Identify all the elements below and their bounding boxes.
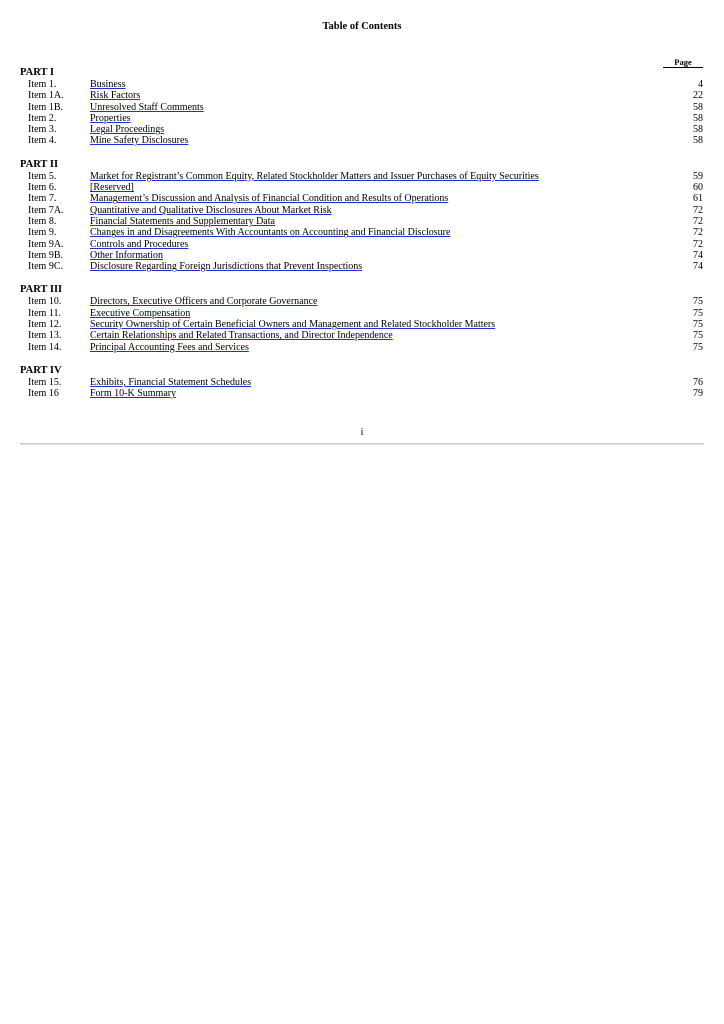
toc-row (20, 113, 704, 124)
item-page: 75 (693, 341, 703, 353)
item-page: 58 (693, 124, 703, 136)
item-link[interactable]: [Reserved] (90, 182, 134, 194)
part-3 (20, 284, 704, 352)
item-page: 75 (693, 296, 703, 308)
toc-row (20, 216, 704, 227)
part-heading: PART II (20, 158, 59, 170)
item-link[interactable]: Exhibits, Financial Statement Schedules (90, 376, 252, 388)
toc-row (20, 330, 704, 341)
item-page: 58 (693, 101, 703, 113)
toc-row (20, 124, 704, 135)
item-number: Item 1A. (28, 90, 64, 102)
item-page: 72 (693, 215, 703, 227)
item-page: 72 (693, 238, 703, 250)
toc-row (20, 377, 704, 388)
item-number: Item 8. (28, 215, 57, 227)
item-page: 22 (693, 90, 703, 102)
item-link[interactable]: Financial Statements and Supplementary Data (90, 215, 275, 227)
toc-row (20, 227, 704, 238)
toc-row (20, 308, 704, 319)
item-page: 58 (693, 112, 703, 124)
part-heading: PART III (20, 284, 63, 296)
part-1 (20, 67, 704, 147)
item-page: 76 (693, 376, 703, 388)
page-divider (20, 443, 704, 445)
toc-row (20, 171, 704, 182)
toc-row (20, 250, 704, 261)
item-link[interactable]: Controls and Procedures (90, 238, 189, 250)
item-link[interactable]: Market for Registrant’s Common Equity, Related Stockholder Matters and Issuer Purchases of Equity Securities (90, 170, 539, 182)
item-number: Item 10. (28, 296, 62, 308)
item-number: Item 16 (28, 388, 59, 400)
item-page: 79 (693, 388, 703, 400)
item-link[interactable]: Legal Proceedings (90, 124, 165, 136)
item-link[interactable]: Form 10-K Summary (90, 388, 177, 400)
item-link[interactable]: Disclosure Regarding Foreign Jurisdictions that Prevent Inspections (90, 261, 363, 273)
part-2 (20, 159, 704, 273)
toc-row (20, 182, 704, 193)
item-number: Item 7. (28, 193, 57, 205)
toc-row (20, 79, 704, 90)
toc-row (20, 90, 704, 101)
part-heading: PART I (20, 67, 54, 78)
table-of-contents (20, 67, 704, 412)
part-4 (20, 365, 704, 400)
item-number: Item 14. (28, 341, 62, 353)
item-number: Item 9. (28, 227, 57, 239)
item-number: Item 6. (28, 182, 57, 194)
item-page: 75 (693, 330, 703, 342)
toc-row (20, 135, 704, 146)
item-link[interactable]: Risk Factors (90, 90, 141, 102)
item-page: 74 (693, 249, 703, 261)
page-column-header: Page (663, 57, 703, 68)
item-number: Item 9A. (28, 238, 64, 250)
toc-row (20, 296, 704, 307)
item-number: Item 15. (28, 376, 62, 388)
toc-row (20, 205, 704, 216)
item-page: 61 (693, 193, 703, 205)
item-number: Item 12. (28, 319, 62, 331)
toc-row (20, 239, 704, 250)
item-number: Item 1. (28, 79, 57, 90)
item-page: 75 (693, 307, 703, 319)
item-number: Item 9B. (28, 249, 63, 261)
item-number: Item 5. (28, 170, 57, 182)
toc-row (20, 102, 704, 113)
item-number: Item 2. (28, 112, 57, 124)
item-link[interactable]: Business (90, 79, 126, 90)
item-number: Item 9C. (28, 261, 63, 273)
item-link[interactable]: Directors, Executive Officers and Corporate Governance (90, 296, 318, 308)
item-page: 75 (693, 319, 703, 331)
item-page: 72 (693, 227, 703, 239)
item-page: 74 (693, 261, 703, 273)
item-link[interactable]: Properties (90, 112, 131, 124)
item-page: 58 (693, 135, 703, 147)
item-link[interactable]: Certain Relationships and Related Transactions, and Director Independence (90, 330, 393, 342)
item-link[interactable]: Principal Accounting Fees and Services (90, 341, 249, 353)
toc-row (20, 193, 704, 204)
page-title: Table of Contents (322, 21, 402, 32)
item-link[interactable]: Other Information (90, 249, 164, 261)
item-page: 72 (693, 204, 703, 216)
part-heading: PART IV (20, 364, 62, 376)
footer-page-number: i (360, 427, 364, 438)
item-page: 59 (693, 170, 703, 182)
item-number: Item 7A. (28, 204, 64, 216)
item-link[interactable]: Quantitative and Qualitative Disclosures About Market Risk (90, 204, 332, 216)
item-number: Item 1B. (28, 101, 63, 113)
item-link[interactable]: Management’s Discussion and Analysis of Financial Condition and Results of Operations (90, 193, 449, 205)
item-page: 4 (698, 79, 703, 90)
item-page: 60 (693, 182, 703, 194)
toc-row (20, 388, 704, 399)
item-link[interactable]: Mine Safety Disclosures (90, 135, 189, 147)
item-link[interactable]: Security Ownership of Certain Beneficial Owners and Management and Related Stockholder Matters (90, 319, 496, 331)
item-number: Item 3. (28, 124, 57, 136)
item-link[interactable]: Changes in and Disagreements With Accountants on Accounting and Financial Disclosure (90, 227, 451, 239)
item-number: Item 4. (28, 135, 57, 147)
item-number: Item 13. (28, 330, 62, 342)
item-link[interactable]: Executive Compensation (90, 307, 191, 319)
item-number: Item 11. (28, 307, 61, 319)
toc-row (20, 261, 704, 272)
toc-row (20, 342, 704, 353)
toc-row (20, 319, 704, 330)
item-link[interactable]: Unresolved Staff Comments (90, 101, 204, 113)
